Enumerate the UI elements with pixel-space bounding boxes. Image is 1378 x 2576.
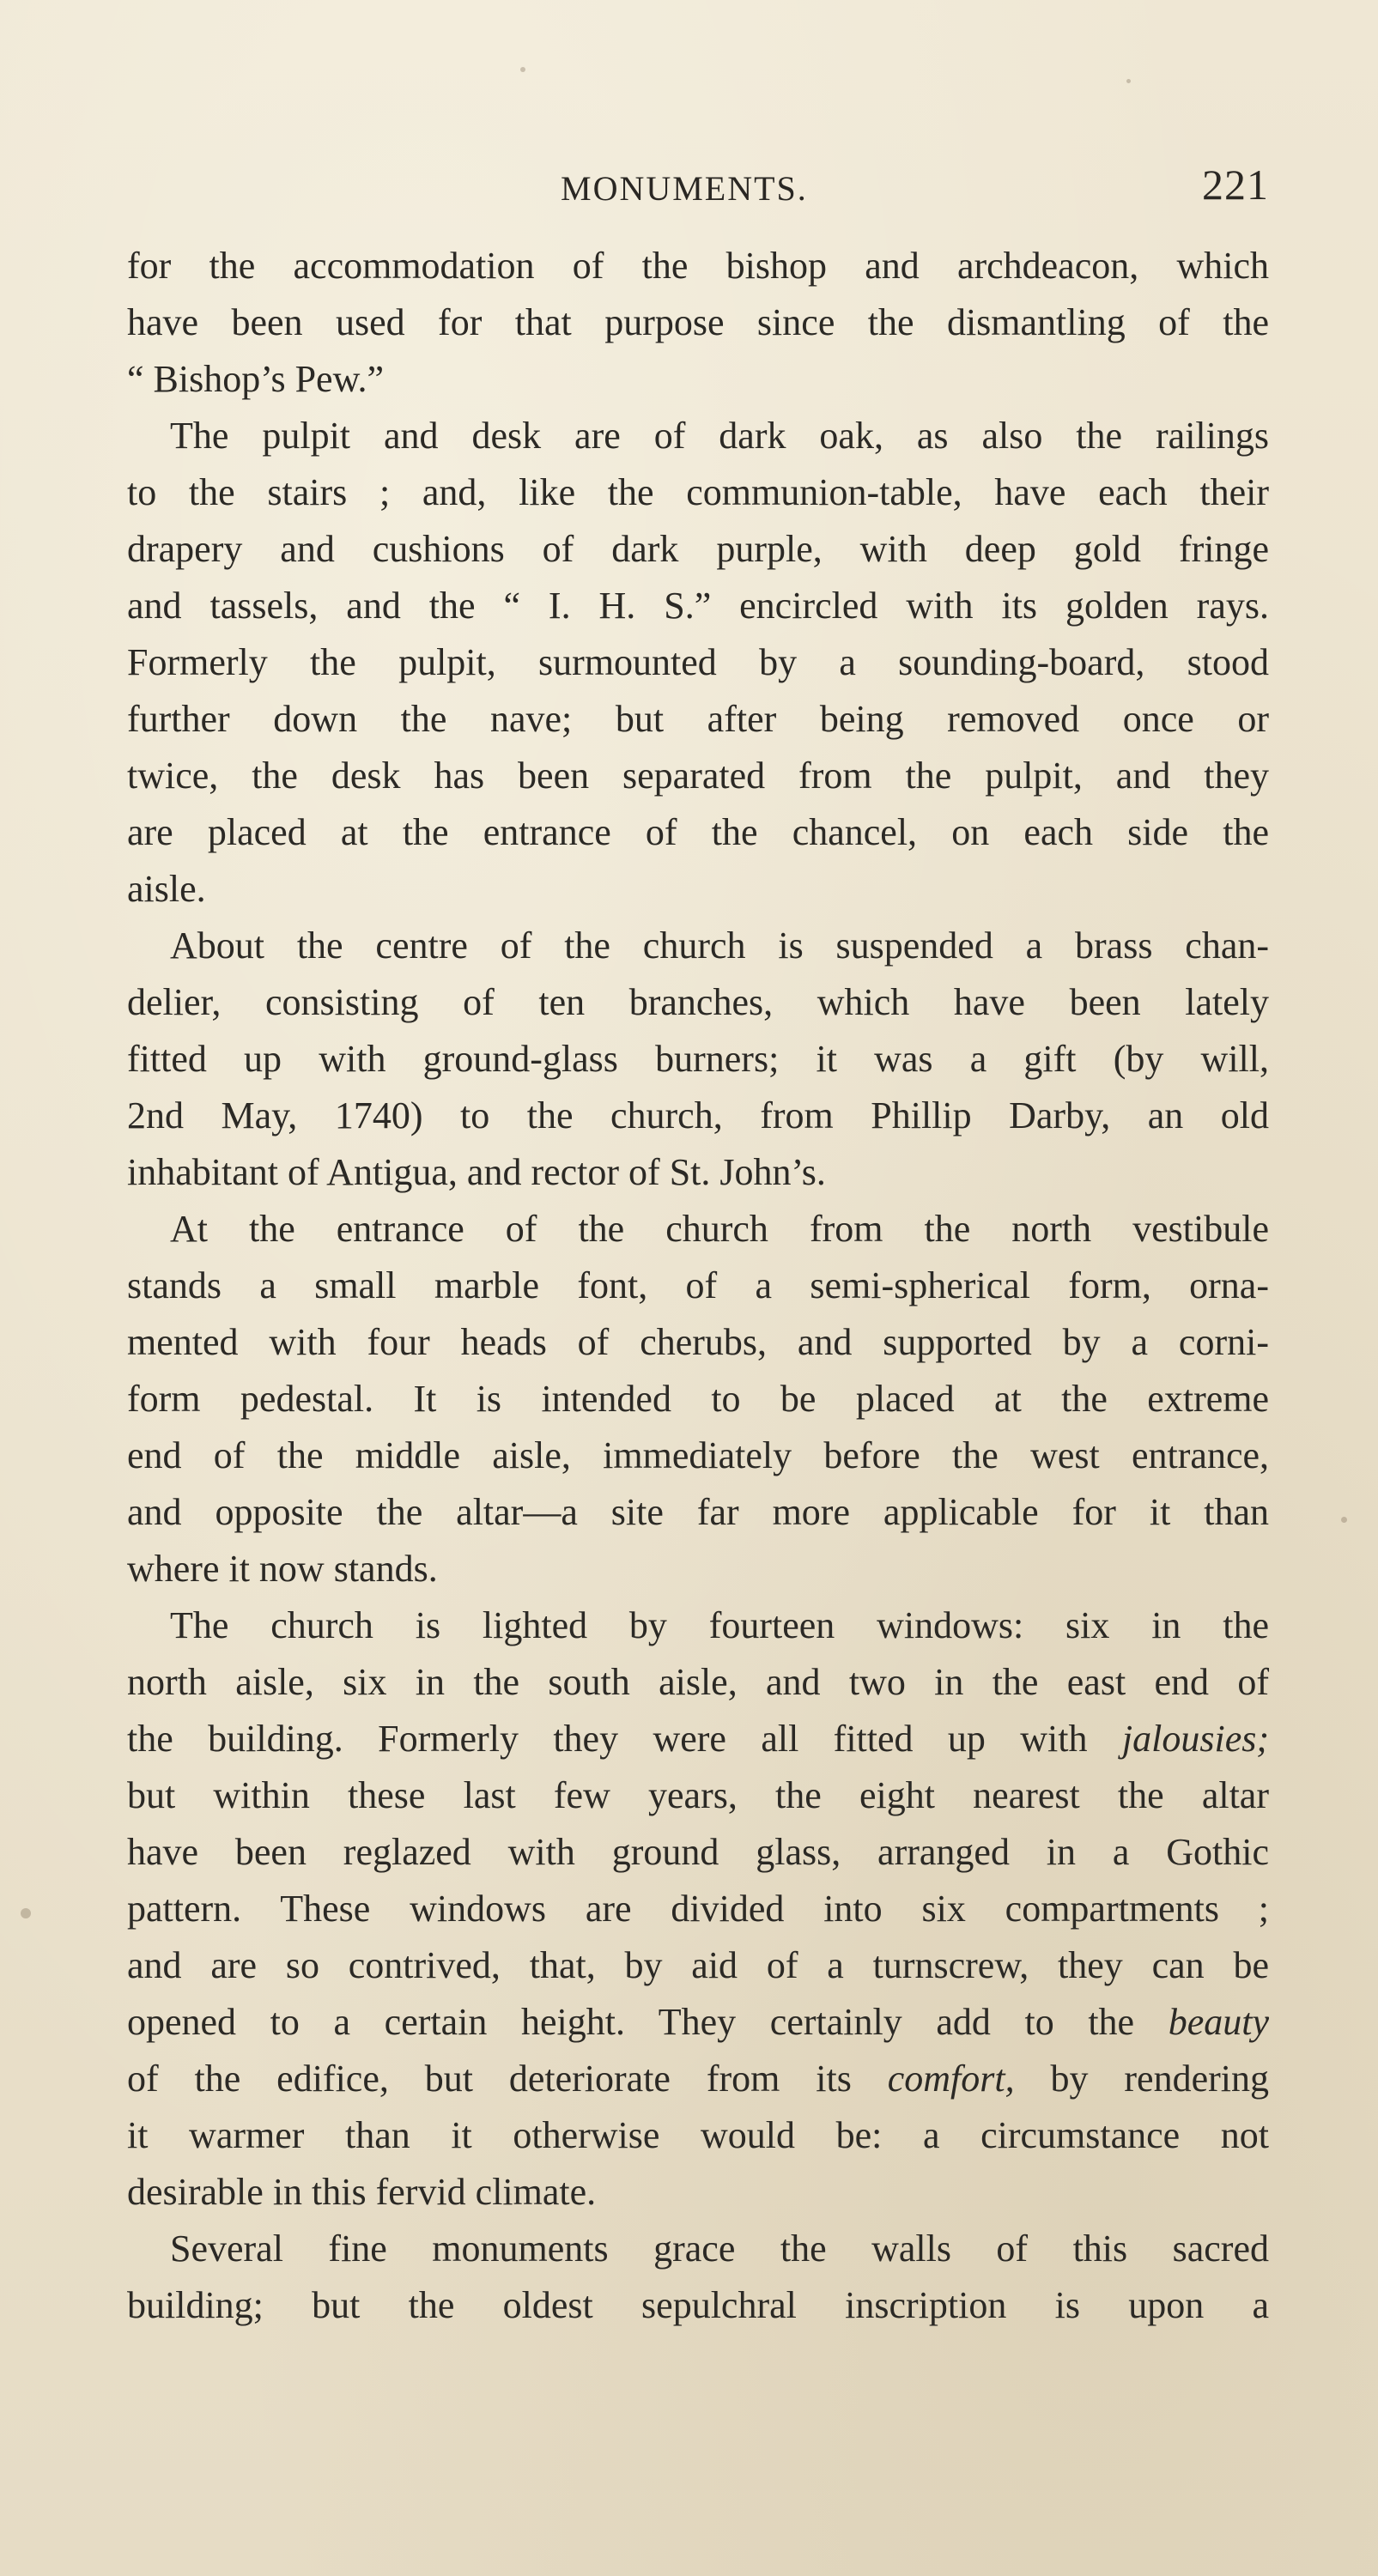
paper-speck [21, 1908, 31, 1918]
running-title: MONUMENTS. [561, 169, 808, 208]
text-line: and tassels, and the “ I. H. S.” encircled with its golden rays. [127, 585, 1269, 627]
text-run: of the edifice, but deteriorate from its [127, 2058, 888, 2100]
text-line: fitted up with ground-glass burners; it was a gift (by will, [127, 1038, 1269, 1080]
text-line: delier, consisting of ten branches, which have been lately [127, 981, 1269, 1023]
paper-speck [1126, 79, 1131, 83]
text-line: mented with four heads of cherubs, and supported by a corni- [127, 1321, 1269, 1363]
text-line: form pedestal. It is intended to be placed at the extreme [127, 1378, 1269, 1420]
text-line: 2nd May, 1740) to the church, from Phillip Darby, an old [127, 1094, 1269, 1136]
text-line: but within these last few years, the eight nearest the altar [127, 1774, 1269, 1816]
text-line: it warmer than it otherwise would be: a circumstance not [127, 2114, 1269, 2156]
text-run: the building. Formerly they were all fitted up with [127, 1718, 1122, 1760]
text-line: pattern. These windows are divided into six compartments ; [127, 1888, 1269, 1930]
text-line: drapery and cushions of dark purple, with deep gold fringe [127, 528, 1269, 570]
text-line: have been used for that purpose since the dismantling of the [127, 301, 1269, 343]
text-line: “ Bishop’s Pew.” [127, 358, 385, 400]
text-run: by rendering [1014, 2058, 1269, 2100]
paragraph-first-line: The church is lighted by fourteen windows: six in the [170, 1604, 1269, 1646]
text-line: north aisle, six in the south aisle, and two in the east end of [127, 1661, 1269, 1703]
paper-speck [520, 67, 525, 72]
text-line: end of the middle aisle, immediately before the west entrance, [127, 1434, 1269, 1476]
text-line [127, 1994, 1269, 2051]
text-line: desirable in this fervid climate. [127, 2171, 597, 2213]
text-line: further down the nave; but after being removed once or [127, 698, 1269, 740]
text-line: for the accommodation of the bishop and archdeacon, which [127, 245, 1269, 287]
text-line: aisle. [127, 868, 206, 910]
running-head [127, 160, 1269, 211]
paragraph-first-line: Several fine monuments grace the walls of this sacred [170, 2227, 1269, 2270]
text-line: building; but the oldest sepulchral inscription is upon a [127, 2284, 1269, 2326]
page-number: 221 [1202, 161, 1269, 209]
text-line: where it now stands. [127, 1548, 438, 1590]
italic-word: jalousies; [1121, 1718, 1269, 1760]
text-line: Formerly the pulpit, surmounted by a sounding-board, stood [127, 641, 1269, 683]
italic-word: comfort, [887, 2058, 1015, 2100]
body-text [127, 238, 1269, 2334]
paper-speck [1341, 1517, 1347, 1523]
paragraph-first-line: At the entrance of the church from the north vestibule [170, 1208, 1269, 1250]
text-line: and are so contrived, that, by aid of a turnscrew, they can be [127, 1944, 1269, 1986]
paragraph-first-line: About the centre of the church is suspended a brass chan- [170, 924, 1269, 967]
text-line: twice, the desk has been separated from the pulpit, and they [127, 755, 1269, 797]
text-line: inhabitant of Antigua, and rector of St. John’s. [127, 1151, 826, 1193]
paragraph-first-line: The pulpit and desk are of dark oak, as also the railings [170, 415, 1269, 457]
italic-word: beauty [1168, 2001, 1269, 2043]
text-line: are placed at the entrance of the chancel, on each side the [127, 811, 1269, 853]
text-line: have been reglazed with ground glass, arranged in a Gothic [127, 1831, 1269, 1873]
text-line: to the stairs ; and, like the communion-table, have each their [127, 471, 1269, 513]
text-line [127, 2051, 1269, 2107]
text-run: opened to a certain height. They certainly add to the [127, 2001, 1169, 2043]
text-line: stands a small marble font, of a semi-spherical form, orna- [127, 1264, 1269, 1306]
text-line: and opposite the altar—a site far more applicable for it than [127, 1491, 1269, 1533]
text-line [127, 1711, 1269, 1767]
